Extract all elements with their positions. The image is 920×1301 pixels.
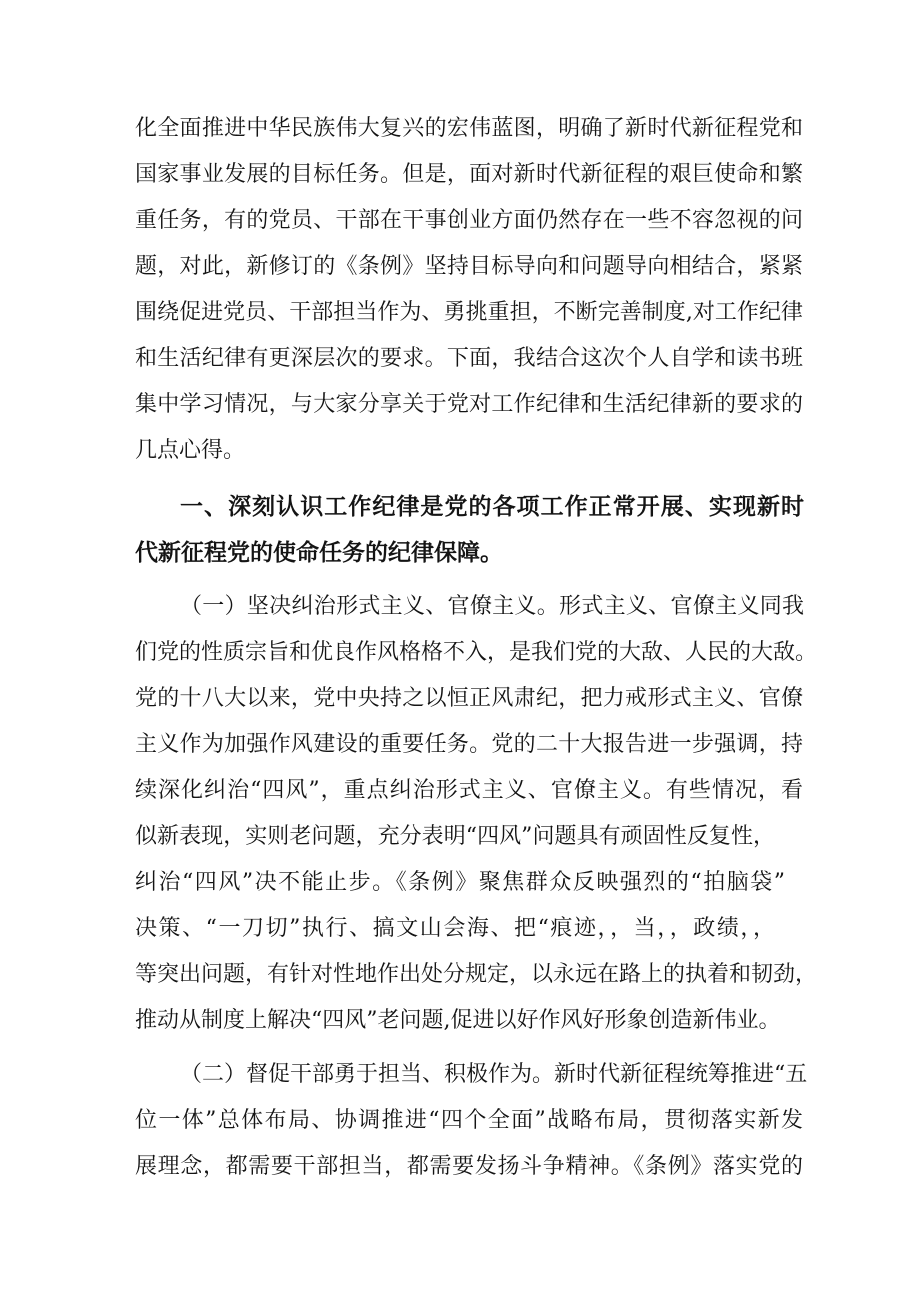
text-line: 几点心得。 <box>135 438 246 463</box>
heading-line: 一、深刻认识工作纪律是党的各项工作正常开展、实现新时 <box>180 494 804 520</box>
text-line: 重任务，有的党员、干部在干事创业方面仍然存在一些不容忽视的问 <box>135 208 803 233</box>
text-line: 等突出问题，有针对性地作出处分规定，以永远在路上的执着和韧劲， <box>135 962 818 987</box>
text-line: 化全面推进中华民族伟大复兴的宏伟蓝图，明确了新时代新征程党和 <box>135 116 803 141</box>
text-line: （二）督促干部勇于担当、积极作为。新时代新征程统筹推进“五 <box>180 1062 808 1087</box>
text-line: （一）坚决纠治形式主义、官僚主义。形式主义、官僚主义同我 <box>180 594 804 619</box>
text-line: 党的十八大以来，党中央持之以恒正风肃纪，把力戒形式主义、官僚 <box>135 686 803 711</box>
text-line: 和生活纪律有更深层次的要求。下面，我结合这次个人自学和读书班 <box>135 346 803 371</box>
text-line: 集中学习情况，与大家分享关于党对工作纪律和生活纪律新的要求的 <box>135 392 803 417</box>
text-line: 续深化纠治“四风”，重点纠治形式主义、官僚主义。有些情况，看 <box>135 778 803 803</box>
text-line: 位一体”总体布局、协调推进“四个全面”战略布局，贯彻落实新发 <box>135 1108 803 1133</box>
text-line: 纠治“四风”决不能止步。《条例》聚焦群众反映强烈的“拍脑袋” <box>135 870 785 895</box>
heading-line: 代新征程党的使命任务的纪律保障。 <box>135 540 503 566</box>
text-line: 国家事业发展的目标任务。但是，面对新时代新征程的艰巨使命和繁 <box>135 162 803 187</box>
text-line: 展理念，都需要干部担当，都需要发扬斗争精神。《条例》落实党的 <box>135 1154 803 1179</box>
text-line: 主义作为加强作风建设的重要任务。党的二十大报告进一步强调，持 <box>135 732 803 757</box>
text-line: 似新表现，实则老问题，充分表明“四风”问题具有顽固性反复性， <box>135 824 775 849</box>
text-line: 决策、“一刀切”执行、搞文山会海、把“痕迹，，当，，政绩，， <box>135 916 775 941</box>
text-line: 推动从制度上解决“四风”老问题,促进以好作风好形象创造新伟业。 <box>135 1008 781 1033</box>
text-line: 题，对此，新修订的《条例》坚持目标导向和问题导向相结合，紧紧 <box>135 254 803 279</box>
text-line: 们党的性质宗旨和优良作风格格不入，是我们党的大敌、人民的大敌。 <box>135 640 818 665</box>
text-line: 围绕促进党员、干部担当作为、勇挑重担，不断完善制度,对工作纪律 <box>135 300 803 325</box>
